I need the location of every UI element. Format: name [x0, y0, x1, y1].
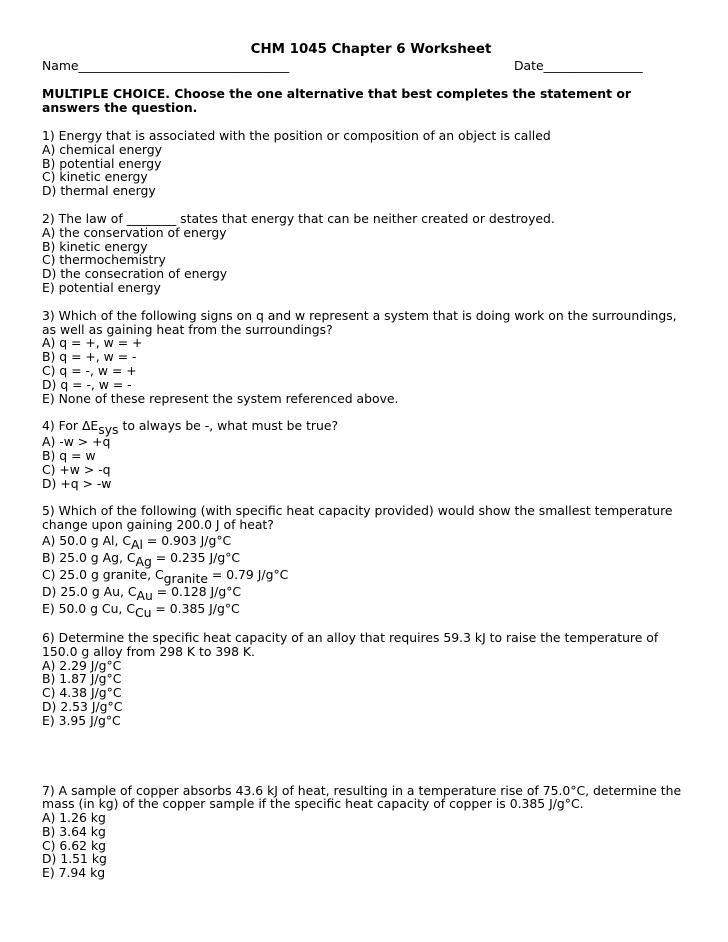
- option: A) 1.26 kg: [42, 810, 106, 826]
- option: D) 1.51 kg: [42, 851, 107, 867]
- option-text: E) 50.0 g Cu, C: [42, 600, 135, 616]
- option: D) 2.53 J/g°C: [42, 698, 123, 714]
- option: A) chemical energy: [42, 141, 163, 157]
- option: A) the conservation of energy: [42, 224, 227, 240]
- instructions: MULTIPLE CHOICE. Choose the one alternative that best completes the statement or answers the question.: [42, 86, 631, 115]
- name-field-label: Name__________________________________: [42, 58, 290, 73]
- option: A) 2.29 J/g°C: [42, 657, 122, 673]
- option: [42, 566, 690, 586]
- option: B) q = w: [42, 447, 96, 463]
- option: C) 6.62 kg: [42, 837, 106, 853]
- option: [42, 532, 690, 552]
- option-text: = 0.903 J/g°C: [142, 532, 232, 548]
- question-stem: 3) Which of the following signs on q and w represent a system that is doing work on the surroundings, as well as gaining heat from the surroundings?: [42, 307, 677, 337]
- option: D) thermal energy: [42, 183, 156, 199]
- option: B) q = +, w = -: [42, 349, 137, 365]
- date-field-label: Date________________: [514, 58, 643, 73]
- option: B) kinetic energy: [42, 238, 148, 254]
- option: B) 3.64 kg: [42, 823, 106, 839]
- question-stem: 5) Which of the following (with specific heat capacity provided) would show the smallest temperature change upon gaining 200.0 J of heat?: [42, 503, 673, 533]
- option-text: D) 25.0 g Au, C: [42, 583, 137, 599]
- question-stem: 2) The law of ________ states that energy that can be neither created or destroyed.: [42, 210, 555, 226]
- option: C) kinetic energy: [42, 169, 148, 185]
- question-4: [42, 419, 690, 490]
- option: B) potential energy: [42, 155, 162, 171]
- option-text: C) 25.0 g granite, C: [42, 566, 164, 582]
- subscript: sys: [98, 422, 119, 438]
- option: B) 1.87 J/g°C: [42, 671, 122, 687]
- option: E) None of these represent the system referenced above.: [42, 390, 399, 406]
- option: A) -w > +q: [42, 434, 111, 450]
- stem-text: to always be -, what must be true?: [118, 418, 339, 434]
- question-stem: 6) Determine the specific heat capacity of an alloy that requires 59.3 kJ to raise the temperature of 150.0 g alloy from 298 K to 398 K.: [42, 629, 659, 659]
- option: D) the consecration of energy: [42, 266, 228, 282]
- option: C) +w > -q: [42, 461, 111, 477]
- option: D) +q > -w: [42, 475, 112, 491]
- question-stem: 7) A sample of copper absorbs 43.6 kJ of heat, resulting in a temperature rise of 75.0°C, determine the mass (in kg) of the copper sample if the specific heat capacity of copper is 0.385 J/g°C.: [42, 782, 682, 812]
- question-6: [42, 631, 690, 728]
- subscript: Al: [131, 536, 143, 552]
- option-text: A) 50.0 g Al, C: [42, 532, 132, 548]
- question-7: [42, 784, 690, 881]
- option: A) q = +, w = +: [42, 335, 143, 351]
- option: C) q = -, w = +: [42, 362, 137, 378]
- option: D) q = -, w = -: [42, 376, 132, 392]
- option-text: = 0.385 J/g°C: [151, 600, 240, 616]
- option: E) 3.95 J/g°C: [42, 712, 121, 728]
- name-date-line: [42, 58, 690, 74]
- question-2: [42, 212, 690, 295]
- option: [42, 549, 690, 569]
- option: [42, 600, 690, 620]
- option-text: B) 25.0 g Ag, C: [42, 549, 136, 565]
- question-3: [42, 309, 690, 406]
- subscript: granite: [163, 570, 208, 586]
- worksheet-page: [42, 42, 690, 880]
- subscript: Ag: [135, 553, 152, 569]
- subscript: Cu: [134, 604, 152, 620]
- question-5: [42, 503, 690, 620]
- question-stem: 1) Energy that is associated with the position or composition of an object is called: [42, 128, 551, 143]
- option-text: = 0.79 J/g°C: [207, 566, 289, 582]
- page-title: CHM 1045 Chapter 6 Worksheet: [250, 42, 492, 57]
- question-1: [42, 129, 690, 198]
- option: [42, 583, 690, 603]
- option: E) 7.94 kg: [42, 865, 106, 881]
- option-text: = 0.235 J/g°C: [151, 549, 241, 565]
- option: C) 4.38 J/g°C: [42, 685, 122, 701]
- subscript: Au: [136, 587, 153, 603]
- question-stem: [42, 418, 690, 438]
- option: E) potential energy: [42, 279, 161, 295]
- stem-text: 4) For ΔE: [42, 418, 99, 434]
- option: C) thermochemistry: [42, 252, 166, 268]
- option-text: = 0.128 J/g°C: [152, 583, 242, 599]
